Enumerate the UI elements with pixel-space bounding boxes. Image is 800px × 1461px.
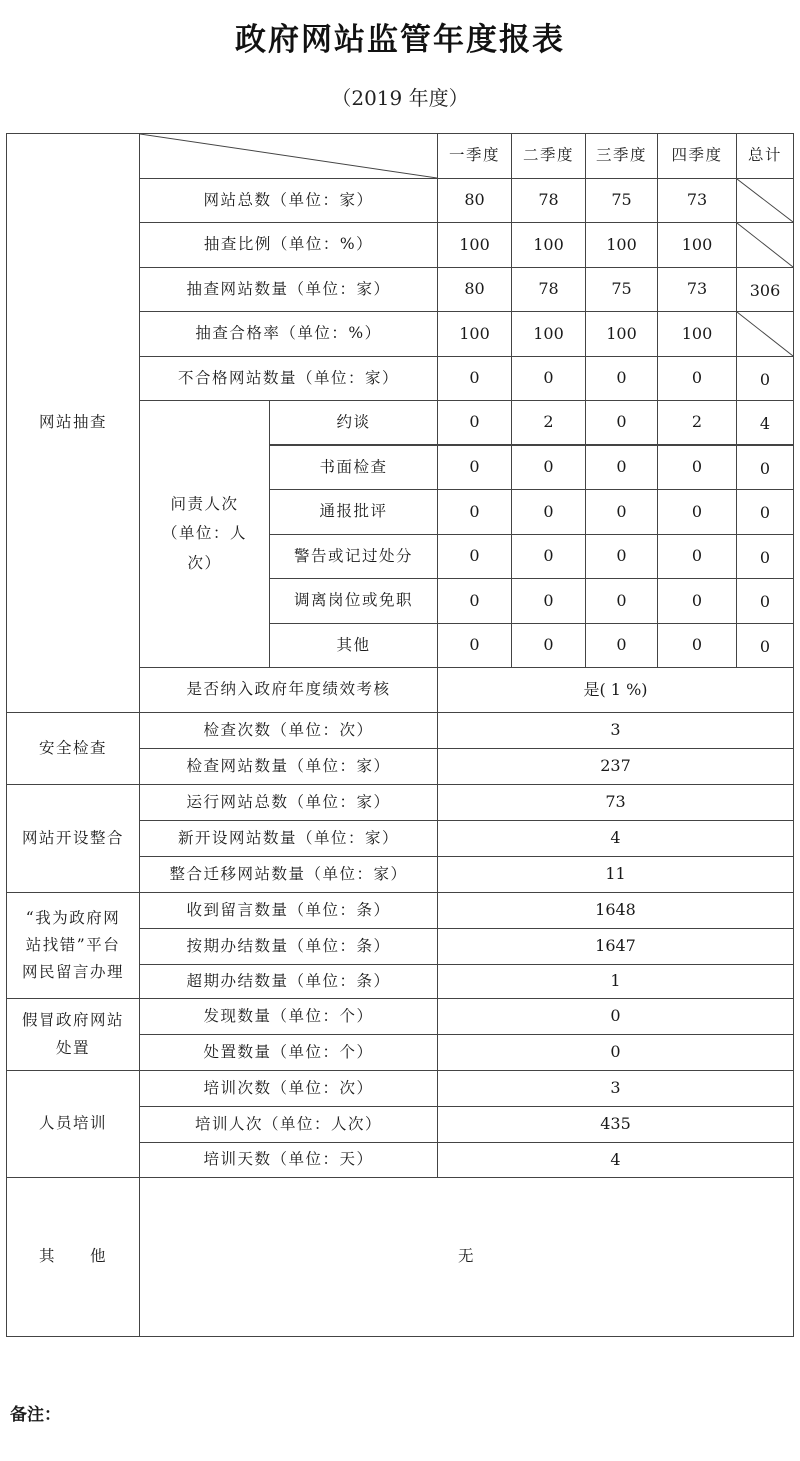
header-diagonal-cell xyxy=(139,133,438,179)
sub-row-label: 调离岗位或免职 xyxy=(269,578,438,624)
cell-q1: 0 xyxy=(437,623,512,668)
cell-q3: 0 xyxy=(585,400,658,445)
diagonal-line-icon xyxy=(140,134,437,178)
cell-q1: 0 xyxy=(437,400,512,445)
row-label: 整合迁移网站数量（单位：家） xyxy=(139,856,438,893)
cell-q4: 73 xyxy=(657,267,737,312)
cell-q2: 0 xyxy=(511,356,586,401)
row-label: 发现数量（单位：个） xyxy=(139,998,438,1035)
cell-q2: 0 xyxy=(511,578,586,624)
cell-q3: 0 xyxy=(585,489,658,535)
diagonal-line-icon xyxy=(737,223,793,267)
report-year: （2019 年度） xyxy=(331,86,469,110)
cell-total-na xyxy=(736,222,794,268)
row-label: 网站总数（单位：家） xyxy=(139,178,438,223)
row-label: 抽查网站数量（单位：家） xyxy=(139,267,438,312)
cell-q3: 0 xyxy=(585,534,658,579)
cell-q4: 0 xyxy=(657,578,737,624)
cell-q3: 75 xyxy=(585,267,658,312)
row-label: 不合格网站数量（单位：家） xyxy=(139,356,438,401)
row-value: 3 xyxy=(437,712,794,749)
header-q1: 一季度 xyxy=(437,133,512,179)
row-value: 11 xyxy=(437,856,794,893)
row-label: 按期办结数量（单位：条） xyxy=(139,928,438,965)
sub-row-label: 约谈 xyxy=(269,400,438,445)
accountability-label-line: 次） xyxy=(187,553,222,572)
cell-total: 4 xyxy=(736,400,794,445)
header-q2: 二季度 xyxy=(511,133,586,179)
sub-row-label: 书面检查 xyxy=(269,445,438,490)
header-total: 总计 xyxy=(736,133,794,179)
cell-q4: 0 xyxy=(657,623,737,668)
row-label: 培训人次（单位：人次） xyxy=(139,1106,438,1143)
sub-row-label: 警告或记过处分 xyxy=(269,534,438,579)
cell-q2: 78 xyxy=(511,178,586,223)
cell-q3: 100 xyxy=(585,222,658,268)
section-feedback-line: “我为政府网 xyxy=(25,908,121,927)
row-label: 抽查合格率（单位：%） xyxy=(139,311,438,357)
accountability-label xyxy=(139,400,270,668)
cell-q1: 100 xyxy=(437,222,512,268)
cell-q3: 100 xyxy=(585,311,658,357)
cell-q2: 0 xyxy=(511,623,586,668)
cell-q4: 0 xyxy=(657,534,737,579)
cell-q4: 100 xyxy=(657,311,737,357)
section-counterfeit-line: 假冒政府网站 xyxy=(21,1011,124,1030)
cell-total: 0 xyxy=(736,489,794,535)
cell-total-na xyxy=(736,311,794,357)
section-counterfeit xyxy=(6,998,140,1071)
row-value: 0 xyxy=(437,998,794,1035)
row-value: 435 xyxy=(437,1106,794,1143)
row-label: 检查网站数量（单位：家） xyxy=(139,748,438,785)
cell-q2: 100 xyxy=(511,222,586,268)
cell-q2: 0 xyxy=(511,445,586,490)
cell-q1: 0 xyxy=(437,534,512,579)
sub-row-label: 其他 xyxy=(269,623,438,668)
section-feedback xyxy=(6,892,140,999)
cell-total-na xyxy=(736,178,794,223)
section-security-check: 安全检查 xyxy=(6,712,140,785)
cell-q1: 0 xyxy=(437,489,512,535)
accountability-label-line: （单位：人 xyxy=(161,524,247,543)
cell-total: 0 xyxy=(736,578,794,624)
diagonal-line-icon xyxy=(737,179,793,222)
row-value: 1647 xyxy=(437,928,794,965)
cell-total: 0 xyxy=(736,623,794,668)
row-value: 73 xyxy=(437,784,794,821)
cell-q4: 0 xyxy=(657,356,737,401)
remarks-label: 备注： xyxy=(10,1405,61,1425)
row-label: 新开设网站数量（单位：家） xyxy=(139,820,438,857)
cell-q1: 80 xyxy=(437,267,512,312)
page-title: 政府网站监管年度报表 xyxy=(235,22,565,58)
cell-q4: 0 xyxy=(657,489,737,535)
cell-q3: 75 xyxy=(585,178,658,223)
row-value: 1648 xyxy=(437,892,794,929)
row-value: 0 xyxy=(437,1034,794,1071)
cell-q2: 2 xyxy=(511,400,586,445)
row-label: 培训天数（单位：天） xyxy=(139,1142,438,1178)
row-label: 收到留言数量（单位：条） xyxy=(139,892,438,929)
cell-total: 0 xyxy=(736,534,794,579)
section-feedback-line: 网民留言办理 xyxy=(21,963,124,982)
row-label: 抽查比例（单位：%） xyxy=(139,222,438,268)
cell-q1: 0 xyxy=(437,356,512,401)
section-spot-check: 网站抽查 xyxy=(6,133,140,713)
cell-q1: 80 xyxy=(437,178,512,223)
section-integration: 网站开设整合 xyxy=(6,784,140,893)
row-label: 超期办结数量（单位：条） xyxy=(139,964,438,999)
cell-q3: 0 xyxy=(585,356,658,401)
other-value: 无 xyxy=(139,1177,794,1337)
cell-total: 0 xyxy=(736,356,794,401)
cell-total: 306 xyxy=(736,267,794,312)
row-value: 1 xyxy=(437,964,794,999)
section-counterfeit-line: 处置 xyxy=(55,1038,90,1057)
row-label: 培训次数（单位：次） xyxy=(139,1070,438,1107)
cell-q2: 0 xyxy=(511,534,586,579)
sub-row-label: 通报批评 xyxy=(269,489,438,535)
section-other: 其 他 xyxy=(6,1177,140,1337)
row-value: 4 xyxy=(437,1142,794,1178)
cell-q3: 0 xyxy=(585,578,658,624)
accountability-label-line: 问责人次 xyxy=(170,494,239,513)
cell-q2: 100 xyxy=(511,311,586,357)
cell-q3: 0 xyxy=(585,623,658,668)
row-value: 3 xyxy=(437,1070,794,1107)
section-training: 人员培训 xyxy=(6,1070,140,1178)
cell-q1: 0 xyxy=(437,578,512,624)
header-q4: 四季度 xyxy=(657,133,737,179)
cell-q1: 100 xyxy=(437,311,512,357)
diagonal-line-icon xyxy=(737,312,793,356)
cell-q1: 0 xyxy=(437,445,512,490)
row-label: 处置数量（单位：个） xyxy=(139,1034,438,1071)
cell-q4: 100 xyxy=(657,222,737,268)
cell-total: 0 xyxy=(736,445,794,490)
cell-q4: 2 xyxy=(657,400,737,445)
performance-value: 是( 1 %) xyxy=(437,667,794,713)
cell-q3: 0 xyxy=(585,445,658,490)
cell-q2: 78 xyxy=(511,267,586,312)
cell-q4: 73 xyxy=(657,178,737,223)
cell-q4: 0 xyxy=(657,445,737,490)
row-value: 237 xyxy=(437,748,794,785)
row-label: 检查次数（单位：次） xyxy=(139,712,438,749)
cell-q2: 0 xyxy=(511,489,586,535)
row-value: 4 xyxy=(437,820,794,857)
header-q3: 三季度 xyxy=(585,133,658,179)
row-label: 运行网站总数（单位：家） xyxy=(139,784,438,821)
performance-label: 是否纳入政府年度绩效考核 xyxy=(139,667,438,713)
section-feedback-line: 站找错”平台 xyxy=(25,935,121,954)
